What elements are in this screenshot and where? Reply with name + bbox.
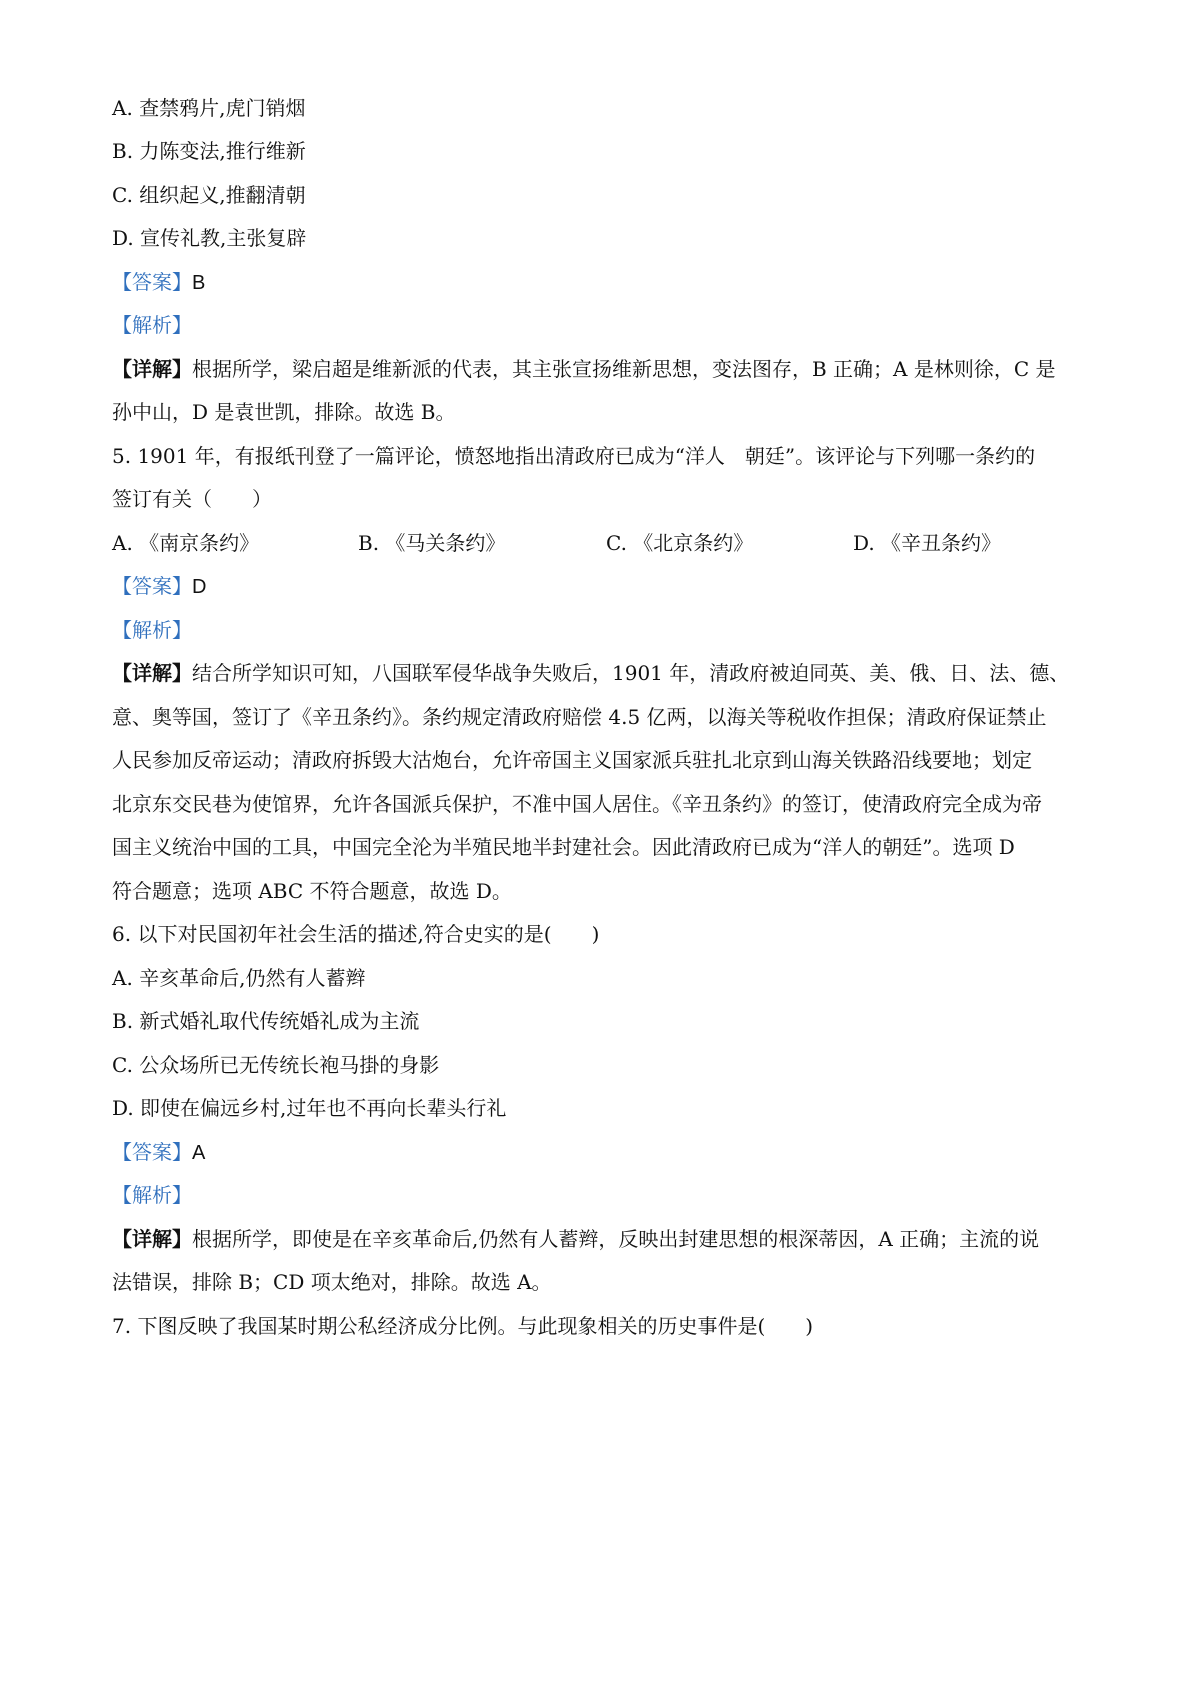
q6-option-b: B. 新式婚礼取代传统婚礼成为主流 [112,1009,420,1033]
q5-option-d: D. 《辛丑条约》 [853,531,1002,555]
q6-detail-line-1 [112,1225,1102,1253]
q5-detail-line-2: 意、奥等国，签订了《辛丑条约》。条约规定清政府赔偿 4.5 亿两，以海关等税收作担保；清政府保证禁止 [112,705,1047,729]
q5-detail-line-3: 人民参加反帝运动；清政府拆毁大沽炮台，允许帝国主义国家派兵驻扎北京到山海关铁路沿线要地；划定 [112,748,1032,772]
q4-option-d: D. 宣传礼教,主张复辟 [112,226,307,250]
q5-detail-line-6: 符合题意；选项 ABC 不符合题意，故选 D。 [112,879,512,903]
q5-detail-line-5: 国主义统治中国的工具，中国完全沦为半殖民地半封建社会。因此清政府已成为“洋人的朝廷”。选项 D [112,835,1015,859]
q6-stem: 6. 以下对民国初年社会生活的描述,符合史实的是( ) [112,922,600,946]
answer-label: 【答案】 [112,270,192,294]
detail-text: 结合所学知识可知，八国联军侵华战争失败后，1901 年，清政府被迫同英、美、俄、日、法、德、 [192,661,1070,685]
detail-text: 根据所学，即使是在辛亥革命后,仍然有人蓄辫，反映出封建思想的根深蒂因，A 正确；主流的说 [192,1227,1040,1251]
detail-label: 【详解】 [112,357,192,381]
answer-label: 【答案】 [112,574,192,598]
q6-answer [112,1138,1102,1167]
q4-option-c: C. 组织起义,推翻清朝 [112,183,306,207]
q7-stem: 7. 下图反映了我国某时期公私经济成分比例。与此现象相关的历史事件是( ) [112,1314,814,1338]
q5-answer [112,572,1102,601]
detail-label: 【详解】 [112,661,192,685]
q4-option-b: B. 力陈变法,推行维新 [112,139,306,163]
q6-option-a: A. 辛亥革命后,仍然有人蓄辫 [112,966,366,990]
q4-detail-line-2: 孙中山，D 是袁世凯，排除。故选 B。 [112,400,456,424]
q4-analysis-label: 【解析】 [112,313,192,337]
q5-stem-line-2: 签订有关（ ） [112,487,272,511]
q5-stem-line-1: 5. 1901 年，有报纸刊登了一篇评论，愤怒地指出清政府已成为“洋人 朝廷”。该评论与下列哪一条约的 [112,444,1036,468]
q6-option-c: C. 公众场所已无传统长袍马掛的身影 [112,1053,440,1077]
q4-detail-line-1 [112,355,1102,383]
q4-option-a: A. 查禁鸦片,虎门销烟 [112,96,306,120]
answer-value: A [192,1142,206,1164]
q4-answer [112,268,1102,297]
q5-detail-line-1 [112,659,1102,687]
answer-value: D [192,576,207,598]
detail-label: 【详解】 [112,1227,192,1251]
q5-analysis-label: 【解析】 [112,618,192,642]
q5-option-a: A. 《南京条约》 [112,531,260,555]
answer-label: 【答案】 [112,1140,192,1164]
q5-detail-line-4: 北京东交民巷为使馆界，允许各国派兵保护，不准中国人居住。《辛丑条约》的签订，使清政府完全成为帝 [112,792,1042,816]
q5-option-b: B. 《马关条约》 [358,531,506,555]
q6-option-d: D. 即使在偏远乡村,过年也不再向长辈头行礼 [112,1096,507,1120]
detail-text: 根据所学，梁启超是维新派的代表，其主张宣扬维新思想，变法图存，B 正确；A 是林则徐，C 是 [192,357,1056,381]
q5-option-c: C. 《北京条约》 [606,531,754,555]
q6-detail-line-2: 法错误，排除 B；CD 项太绝对，排除。故选 A。 [112,1270,552,1294]
q6-analysis-label: 【解析】 [112,1183,192,1207]
answer-value: B [192,272,206,294]
